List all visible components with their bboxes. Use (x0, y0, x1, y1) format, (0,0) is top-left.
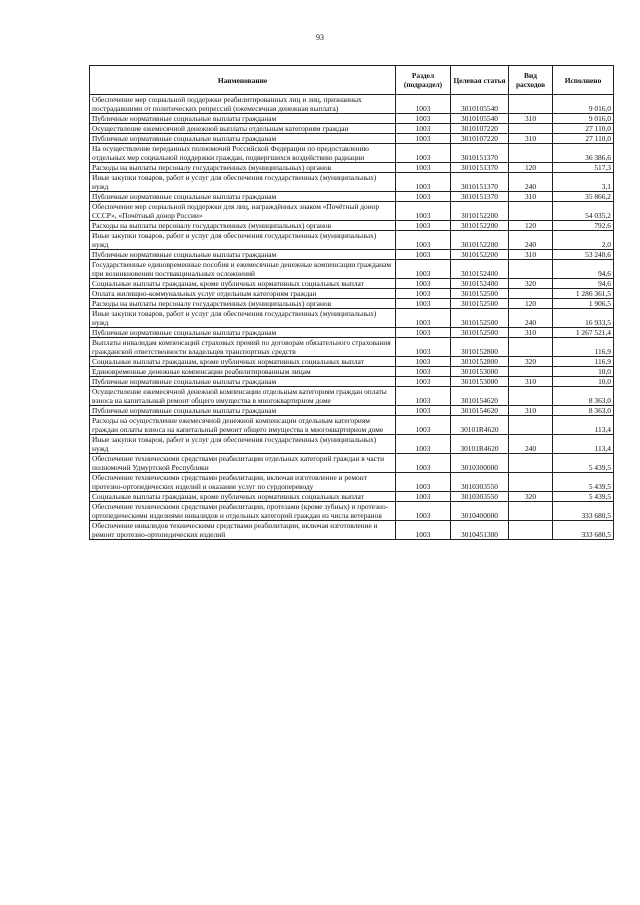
header-executed: Исполнено (553, 66, 614, 95)
cell-section: 1003 (396, 377, 451, 387)
cell-section: 1003 (396, 289, 451, 299)
cell-section: 1003 (396, 134, 451, 144)
cell-executed: 10,0 (553, 367, 614, 377)
cell-article: 3010152200 (451, 250, 509, 260)
table-row (90, 309, 614, 328)
cell-expense-type: 310 (509, 192, 553, 202)
cell-name: Обеспечение мер социальной поддержки для лиц, награждённых знаком «Почётный донор СССР», «Почётный донор России» (90, 202, 396, 221)
cell-name: Обеспечение техническими средствами реабилитации, протезами (кроме зубных) и протезно- ортопедическими изделиями инвалидов и отдельных категорий граждан из числа ветеранов (90, 502, 396, 521)
cell-name: Иные закупки товаров, работ и услуг для обеспечения государственных (муниципальных) нужд (90, 309, 396, 328)
cell-article: 3010152400 (451, 260, 509, 279)
cell-section: 1003 (396, 435, 451, 454)
table-row (90, 231, 614, 250)
cell-article: 3010152800 (451, 357, 509, 367)
cell-executed: 10,0 (553, 377, 614, 387)
table-row (90, 454, 614, 473)
table-row (90, 435, 614, 454)
cell-name: Иные закупки товаров, работ и услуг для обеспечения государственных (муниципальных) нужд (90, 173, 396, 192)
cell-article: 3010152400 (451, 279, 509, 289)
cell-article: 3010153000 (451, 377, 509, 387)
cell-section: 1003 (396, 416, 451, 435)
table-row (90, 202, 614, 221)
table-row (90, 289, 614, 299)
cell-expense-type: 240 (509, 173, 553, 192)
cell-section: 1003 (396, 144, 451, 163)
cell-name: Публичные нормативные социальные выплаты гражданам (90, 377, 396, 387)
cell-section: 1003 (396, 367, 451, 377)
table-row (90, 492, 614, 502)
table-row (90, 406, 614, 416)
cell-name: Обеспечение техническими средствами реабилитации, включая изготовление и ремонт протезно-ортопедических изделий и оказание услуг по сурдопереводу (90, 473, 396, 492)
cell-article: 3010300000 (451, 454, 509, 473)
cell-executed: 5 439,5 (553, 454, 614, 473)
cell-expense-type: 310 (509, 328, 553, 338)
table-row (90, 473, 614, 492)
cell-expense-type: 320 (509, 492, 553, 502)
cell-name: Государственные единовременные пособия и ежемесячные денежные компенсации гражданам при возникновении поствакцинальных осложнений (90, 260, 396, 279)
cell-article: 3010152500 (451, 328, 509, 338)
cell-expense-type: 320 (509, 279, 553, 289)
table-row (90, 260, 614, 279)
cell-executed: 36 386,6 (553, 144, 614, 163)
table-row (90, 387, 614, 406)
cell-executed: 1 906,5 (553, 299, 614, 309)
cell-expense-type: 120 (509, 299, 553, 309)
cell-expense-type: 310 (509, 250, 553, 260)
cell-executed: 333 680,5 (553, 521, 614, 540)
cell-section: 1003 (396, 502, 451, 521)
cell-expense-type (509, 367, 553, 377)
table-row (90, 416, 614, 435)
cell-article: 3010153000 (451, 367, 509, 377)
cell-name: Публичные нормативные социальные выплаты гражданам (90, 134, 396, 144)
cell-article: 3010105540 (451, 114, 509, 124)
cell-section: 1003 (396, 338, 451, 357)
cell-article: 3010303550 (451, 473, 509, 492)
cell-section: 1003 (396, 387, 451, 406)
cell-section: 1003 (396, 260, 451, 279)
cell-expense-type (509, 289, 553, 299)
cell-section: 1003 (396, 124, 451, 134)
table-row (90, 144, 614, 163)
cell-executed: 27 110,0 (553, 124, 614, 134)
cell-article: 3010303550 (451, 492, 509, 502)
cell-name: Обеспечение инвалидов техническими средствами реабилитации, включая изготовление и ремонт протезно-ортопедических изделий (90, 521, 396, 540)
cell-article: 3010152500 (451, 289, 509, 299)
table-row (90, 114, 614, 124)
cell-article: 3010154620 (451, 387, 509, 406)
cell-name: Публичные нормативные социальные выплаты гражданам (90, 250, 396, 260)
cell-name: Оплата жилищно-коммунальных услуг отдельным категориям граждан (90, 289, 396, 299)
table-row (90, 279, 614, 289)
cell-executed: 113,4 (553, 416, 614, 435)
cell-name: Иные закупки товаров, работ и услуг для обеспечения государственных (муниципальных) нужд (90, 435, 396, 454)
cell-expense-type (509, 202, 553, 221)
cell-executed: 94,6 (553, 279, 614, 289)
cell-section: 1003 (396, 95, 451, 114)
cell-section: 1003 (396, 221, 451, 231)
cell-section: 1003 (396, 521, 451, 540)
cell-section: 1003 (396, 173, 451, 192)
cell-expense-type (509, 95, 553, 114)
cell-section: 1003 (396, 250, 451, 260)
cell-section: 1003 (396, 114, 451, 124)
cell-executed: 792,6 (553, 221, 614, 231)
cell-expense-type: 310 (509, 134, 553, 144)
cell-name: Публичные нормативные социальные выплаты гражданам (90, 406, 396, 416)
cell-executed: 5 439,5 (553, 492, 614, 502)
cell-article: 3010107220 (451, 124, 509, 134)
table-row (90, 221, 614, 231)
cell-executed: 9 016,0 (553, 95, 614, 114)
cell-expense-type (509, 144, 553, 163)
cell-article: 3010400000 (451, 502, 509, 521)
cell-article: 3010152200 (451, 202, 509, 221)
cell-expense-type (509, 338, 553, 357)
cell-executed: 2,0 (553, 231, 614, 250)
table-row (90, 299, 614, 309)
cell-expense-type (509, 124, 553, 134)
cell-article: 3010154620 (451, 406, 509, 416)
cell-article: 3010151370 (451, 163, 509, 173)
cell-executed: 53 240,6 (553, 250, 614, 260)
cell-expense-type: 320 (509, 357, 553, 367)
cell-article: 3010152500 (451, 309, 509, 328)
cell-executed: 94,6 (553, 260, 614, 279)
cell-expense-type: 240 (509, 309, 553, 328)
cell-expense-type (509, 387, 553, 406)
cell-article: 3010151370 (451, 173, 509, 192)
cell-article: 3010451300 (451, 521, 509, 540)
cell-name: Обеспечение техническими средствами реабилитации отдельных категорий граждан в части полномочий Удмуртской Республики (90, 454, 396, 473)
page-number: 93 (316, 33, 324, 42)
cell-name: Публичные нормативные социальные выплаты гражданам (90, 328, 396, 338)
cell-name: Обеспечение мер социальной поддержки реабилитированных лиц и лиц, признанных пострадавшими от политических репрессий (ежемесячная денежная выплата) (90, 95, 396, 114)
cell-name: Публичные нормативные социальные выплаты гражданам (90, 192, 396, 202)
cell-section: 1003 (396, 202, 451, 221)
table-row (90, 192, 614, 202)
cell-executed: 8 363,0 (553, 406, 614, 416)
table-row (90, 134, 614, 144)
cell-section: 1003 (396, 163, 451, 173)
cell-name: Расходы на выплаты персоналу государственных (муниципальных) органов (90, 299, 396, 309)
cell-executed: 1 267 521,4 (553, 328, 614, 338)
cell-executed: 116,9 (553, 338, 614, 357)
cell-expense-type (509, 502, 553, 521)
cell-name: Социальные выплаты гражданам, кроме публичных нормативных социальных выплат (90, 357, 396, 367)
cell-name: На осуществление переданных полномочий Российской Федерации по предоставлению отдельных мер социальной поддержки граждан, подвергшихся воздействию радиации (90, 144, 396, 163)
cell-article: 3010152500 (451, 299, 509, 309)
table-row (90, 328, 614, 338)
cell-expense-type (509, 521, 553, 540)
cell-article: 3010152200 (451, 231, 509, 250)
cell-article: 3010151370 (451, 192, 509, 202)
cell-name: Осуществление ежемесячной денежной выплаты отдельным категориям граждан (90, 124, 396, 134)
cell-name: Единовременные денежные компенсации реабилитированным лицам (90, 367, 396, 377)
cell-section: 1003 (396, 231, 451, 250)
cell-executed: 35 866,2 (553, 192, 614, 202)
header-section: Раздел (подраздел) (396, 66, 451, 95)
cell-executed: 9 016,0 (553, 114, 614, 124)
cell-article: 3010152200 (451, 221, 509, 231)
header-expense-type: Вид расходов (509, 66, 553, 95)
header-name: Наименование (90, 66, 396, 95)
cell-name: Публичные нормативные социальные выплаты гражданам (90, 114, 396, 124)
cell-executed: 8 363,0 (553, 387, 614, 406)
cell-expense-type: 240 (509, 231, 553, 250)
cell-name: Расходы на выплаты персоналу государственных (муниципальных) органов (90, 221, 396, 231)
cell-article: 30101R4620 (451, 435, 509, 454)
cell-expense-type (509, 473, 553, 492)
cell-executed: 116,9 (553, 357, 614, 367)
table-row (90, 163, 614, 173)
cell-section: 1003 (396, 357, 451, 367)
cell-article: 3010152800 (451, 338, 509, 357)
cell-expense-type (509, 454, 553, 473)
cell-section: 1003 (396, 309, 451, 328)
cell-executed: 333 680,5 (553, 502, 614, 521)
cell-section: 1003 (396, 454, 451, 473)
cell-executed: 16 933,5 (553, 309, 614, 328)
cell-executed: 5 439,5 (553, 473, 614, 492)
cell-expense-type (509, 416, 553, 435)
table-row (90, 95, 614, 114)
cell-section: 1003 (396, 473, 451, 492)
cell-expense-type: 120 (509, 221, 553, 231)
cell-section: 1003 (396, 279, 451, 289)
cell-expense-type: 310 (509, 406, 553, 416)
cell-executed: 54 035,2 (553, 202, 614, 221)
table-row (90, 250, 614, 260)
cell-executed: 3,1 (553, 173, 614, 192)
table-body (90, 95, 614, 540)
cell-name: Расходы на выплаты персоналу государственных (муниципальных) органов (90, 163, 396, 173)
cell-name: Социальные выплаты гражданам, кроме публичных нормативных социальных выплат (90, 492, 396, 502)
cell-article: 3010151370 (451, 144, 509, 163)
cell-section: 1003 (396, 328, 451, 338)
budget-execution-table (89, 65, 614, 540)
header-article: Целевая статья (451, 66, 509, 95)
table-header-row (90, 66, 614, 95)
cell-article: 30101R4620 (451, 416, 509, 435)
cell-expense-type: 310 (509, 377, 553, 387)
cell-section: 1003 (396, 406, 451, 416)
cell-expense-type: 240 (509, 435, 553, 454)
table-row (90, 377, 614, 387)
cell-name: Расходы на осуществление ежемесячной денежной компенсации отдельным категориям граждан оплаты взноса на капитальный ремонт общего имущества в многоквартирном доме (90, 416, 396, 435)
cell-name: Выплаты инвалидам компенсаций страховых премий по договорам обязательного страхования гражданской ответственности владельцев транспортных средств (90, 338, 396, 357)
cell-executed: 1 286 361,5 (553, 289, 614, 299)
cell-name: Иные закупки товаров, работ и услуг для обеспечения государственных (муниципальных) нужд (90, 231, 396, 250)
cell-section: 1003 (396, 299, 451, 309)
cell-article: 3010105540 (451, 95, 509, 114)
table-row (90, 124, 614, 134)
table-row (90, 502, 614, 521)
cell-article: 3010107220 (451, 134, 509, 144)
cell-expense-type (509, 260, 553, 279)
table-row (90, 338, 614, 357)
table-row (90, 367, 614, 377)
cell-expense-type: 120 (509, 163, 553, 173)
cell-executed: 113,4 (553, 435, 614, 454)
cell-name: Социальные выплаты гражданам, кроме публичных нормативных социальных выплат (90, 279, 396, 289)
table-row (90, 521, 614, 540)
cell-name: Осуществление ежемесячной денежной компенсации отдельным категориям граждан оплаты взноса на капитальный ремонт общего имущества в многоквартирном доме (90, 387, 396, 406)
cell-section: 1003 (396, 492, 451, 502)
cell-executed: 27 110,0 (553, 134, 614, 144)
table-row (90, 357, 614, 367)
cell-executed: 517,3 (553, 163, 614, 173)
table-row (90, 173, 614, 192)
cell-section: 1003 (396, 192, 451, 202)
cell-expense-type: 310 (509, 114, 553, 124)
